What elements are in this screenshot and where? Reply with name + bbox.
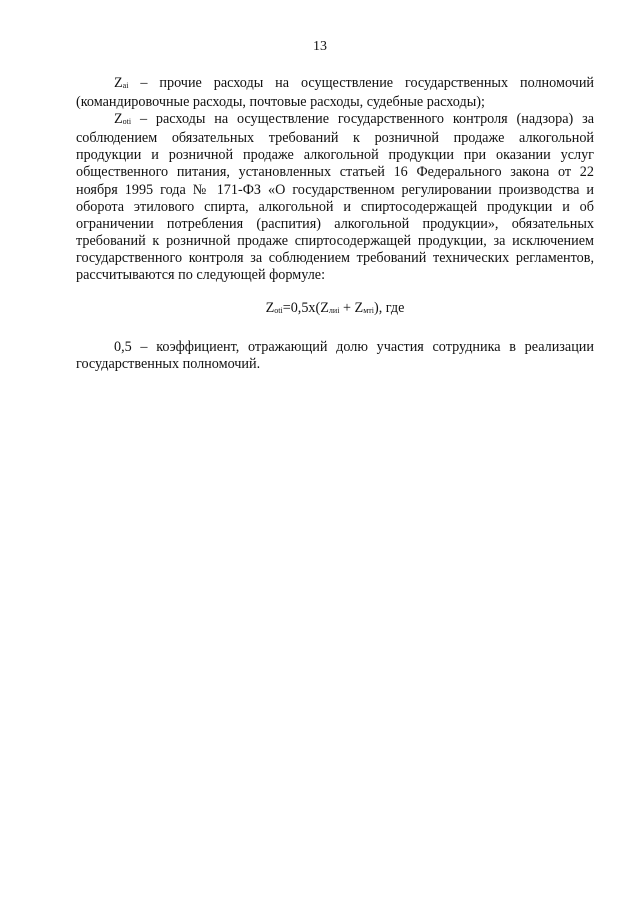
document-body	[76, 75, 594, 373]
formula-symbol: Z	[320, 300, 329, 317]
symbol-subscript: oti	[122, 117, 132, 127]
paragraph-control-expenses	[76, 111, 594, 284]
paragraph-text: – расходы на осуществление государственного контроля (надзора) за соблюдением обязательных требований к розничной продаже алкогольной продукции и розничной продаже алкогольной продукции при оказании услуг общественного питания, установленных статьей 16 Федерального закона от 22 ноября 1995 года № 171-ФЗ «О государственном регулировании производства и оборота этилового спирта, алкогольной и спиртосодержащей продукции и об ограничении потребления (распития) алкогольной продукции», обязательных требований к розничной продаже спиртосодержащей продукции, за исключением государственного контроля за соблюдением требований технических регламентов, рассчитываются по следующей формуле:	[76, 111, 594, 284]
formula-plus: +	[339, 300, 355, 317]
symbol-subscript: ai	[122, 81, 129, 90]
formula-tail: ), где	[373, 300, 405, 317]
symbol-z: Z	[114, 111, 123, 128]
paragraph-coefficient: 0,5 – коэффициент, отражающий долю участия сотрудника в реализации государственных полномочий.	[76, 339, 594, 373]
formula-subscript: oti	[274, 306, 283, 316]
formula	[76, 300, 594, 319]
formula-subscript: мтi	[363, 306, 374, 316]
formula-symbol: Z	[354, 300, 364, 317]
paragraph-other-expenses	[76, 75, 594, 111]
paragraph-text: – прочие расходы на осуществление государственных полномочий (командировочные расходы, почтовые расходы, судебные расходы);	[76, 75, 594, 111]
formula-operator: =0,5х(	[282, 300, 321, 317]
formula-symbol: Z	[265, 300, 275, 317]
formula-subscript: лиi	[328, 306, 340, 316]
page-number: 13	[313, 39, 327, 54]
symbol-z: Z	[114, 75, 123, 91]
